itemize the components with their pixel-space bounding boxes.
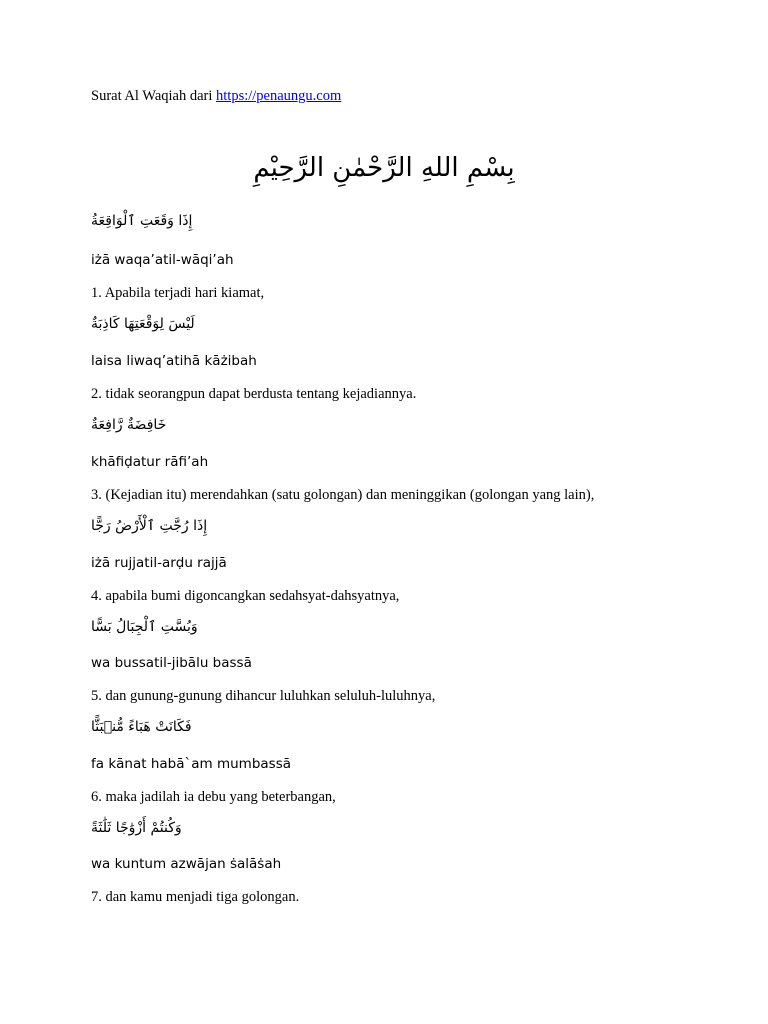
document-header [91,87,341,105]
verse-translation: 4. apabila bumi digoncangkan sedahsyat-dahsyatnya, [91,588,400,604]
verse-translation: 2. tidak seorangpun dapat berdusta tentang kejadiannya. [91,386,417,402]
verse-arabic: إِذَا وَقَعَتِ ٱلْوَاقِعَةُ [91,213,193,229]
verse-arabic: خَافِضَةٌ رَّافِعَةٌ [91,417,167,433]
verse-transliteration: fa kānat habā`am mumbassā [91,756,291,772]
verse-translation: 1. Apabila terjadi hari kiamat, [91,285,265,301]
verse-transliteration: wa bussatil-jibālu bassā [91,655,252,671]
source-link[interactable]: https://penaungu.com [216,88,342,104]
verse-arabic: إِذَا رُجَّتِ ٱلْأَرْضُ رَجًّا [91,518,208,534]
header-text: Surat Al Waqiah dari [91,88,217,104]
verse-arabic: وَبُسَّتِ ٱلْجِبَالُ بَسًّا [91,619,198,635]
verse-translation: 6. maka jadilah ia debu yang beterbangan, [91,789,336,805]
verse-transliteration: wa kuntum azwājan ṡalāṡah [91,856,282,872]
verse-translation: 3. (Kejadian itu) merendahkan (satu golongan) dan meninggikan (golongan yang lain), [91,487,595,503]
verse-translation: 7. dan kamu menjadi tiga golongan. [91,889,300,905]
verse-transliteration: khāfiḍatur rāfi’ah [91,454,209,470]
verse-transliteration: laisa liwaq’atihā kāżibah [91,353,257,369]
verse-arabic: لَيْسَ لِوَقْعَتِهَا كَاذِبَةٌ [91,316,195,332]
verse-translation: 5. dan gunung-gunung dihancur luluhkan seluluh-luluhnya, [91,688,436,704]
verse-transliteration: iżā rujjatil-arḍu rajjā [91,555,227,571]
verse-arabic: وَكُنتُمْ أَزْوَٰجًا ثَلَٰثَةً [91,820,182,836]
verse-transliteration: iżā waqa’atil-wāqi’ah [91,252,234,268]
verse-arabic: فَكَانَتْ هَبَاءً مُّنۢبَثًّا [91,719,192,735]
basmala-heading: بِسْمِ اللهِ الرَّحْمٰنِ الرَّحِيْمِ [253,153,515,183]
